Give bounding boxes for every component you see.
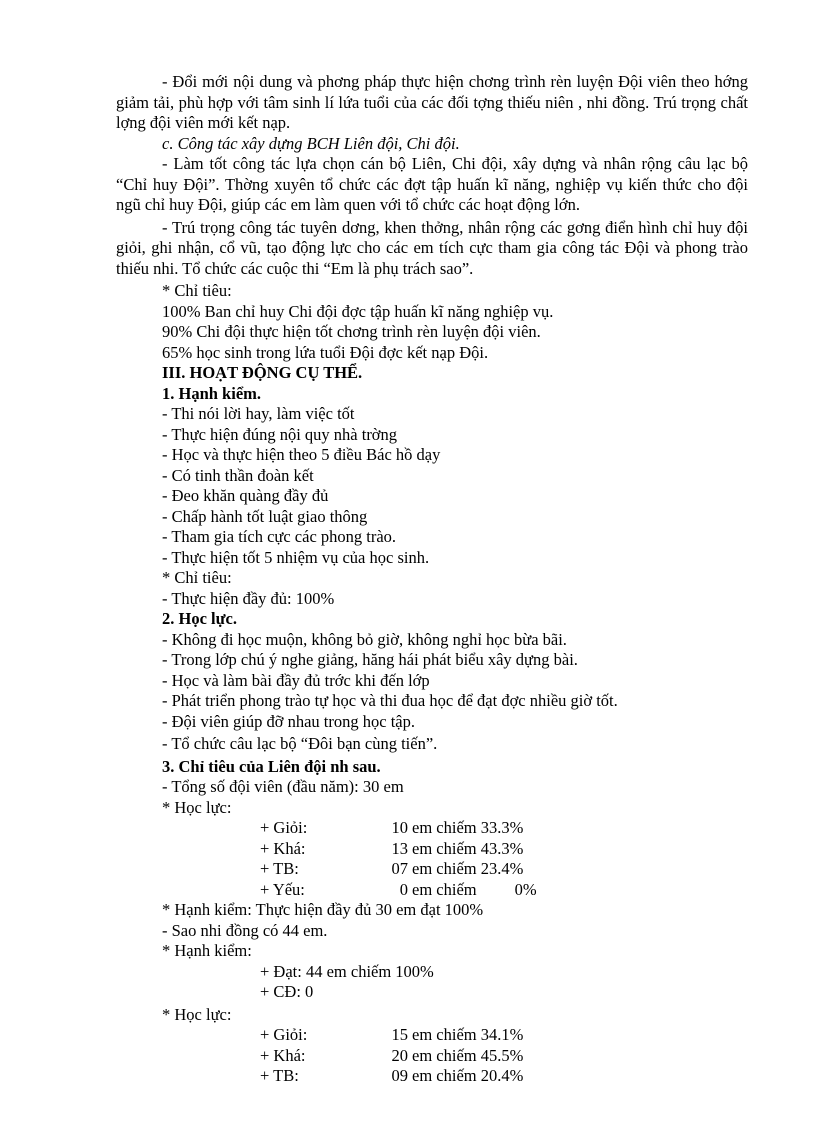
stars-line: - Sao nhi đồng có 44 em. bbox=[162, 920, 328, 940]
stat-count: 09 bbox=[391, 1066, 408, 1085]
list-item: - Thi nói lời hay, làm việc tốt bbox=[162, 404, 355, 423]
intro-paragraph-1: - Đổi mới nội dung và phơng pháp thực hiện chơng trình rèn luyện Đội viên theo hớng giảm tải, phù hợp với tâm sinh lí lứa tuổi của các đối tợng thiếu niên , nhi đồng. Trú trọng chất lợng đội viên mới kết nạp. bbox=[116, 72, 748, 132]
list-item: - Đeo khăn quàng đầy đủ bbox=[162, 486, 329, 505]
list-item: - Tổ chức câu lạc bộ “Đôi bạn cùng tiến”. bbox=[162, 734, 438, 753]
stat-row bbox=[116, 818, 748, 839]
stat-label: + Giỏi: bbox=[260, 818, 308, 837]
list-item: - Không đi học muộn, không bỏ giờ, không nghỉ học bừa bãi. bbox=[162, 629, 567, 649]
list-item: - Phát triển phong trào tự học và thi đua học để đạt đợc nhiều giờ tốt. bbox=[162, 691, 618, 710]
list-item: - Học và thực hiện theo 5 điều Bác hồ dạy bbox=[162, 445, 441, 464]
stat-row bbox=[116, 982, 748, 1003]
stat-row bbox=[116, 839, 748, 860]
stat-rest: em chiếm bbox=[412, 879, 477, 899]
stat-label: + Khá: bbox=[260, 1045, 306, 1065]
stat-count: 10 bbox=[391, 818, 408, 837]
stat-count: 07 bbox=[391, 859, 408, 878]
stat-label: + Giỏi: bbox=[260, 1025, 308, 1044]
stat-label: + Yếu: bbox=[260, 879, 305, 899]
intro-paragraph-3: - Làm tốt công tác lựa chọn cán bộ Liên, Chi đội, xây dựng và nhân rộng câu lạc bộ “Chỉ huy Đội”. Thờng xuyên tổ chức các đợt tập huấn kĩ năng, nghiệp vụ kiến thức cho đội ngũ chỉ huy Đội, giúp các em làm quen với tổ chức các hoạt động lớn. bbox=[116, 154, 748, 214]
stat-row bbox=[116, 859, 748, 880]
list-item: * Chỉ tiêu: bbox=[162, 568, 232, 587]
stat-count: 0 bbox=[399, 879, 408, 899]
stat-row bbox=[116, 1066, 748, 1087]
list-item: - Học và làm bài đầy đủ trớc khi đến lớp bbox=[162, 670, 430, 690]
stat-count: 15 bbox=[391, 1025, 408, 1044]
list-item: - Có tinh thần đoàn kết bbox=[162, 465, 314, 485]
stat-rest: em chiếm 23.4% bbox=[412, 859, 524, 878]
subsection-c-heading: c. Công tác xây dựng BCH Liên đội, Chi đội. bbox=[162, 133, 460, 153]
list-item: - Chấp hành tốt luật giao thông bbox=[162, 506, 368, 526]
stat-count: 20 bbox=[391, 1045, 408, 1065]
stat-rest: em chiếm 33.3% bbox=[412, 818, 524, 837]
targets-heading: 3. Chỉ tiêu của Liên đội nh sau. bbox=[162, 756, 381, 776]
list-item: - Thực hiện đầy đủ: 100% bbox=[162, 588, 335, 608]
list-item: - Thực hiện đúng nội quy nhà trờng bbox=[162, 424, 398, 444]
stat-label: + Khá: bbox=[260, 838, 306, 858]
section-heading: III. HOẠT ĐỘNG CỤ THỂ. bbox=[162, 363, 363, 382]
stat-row bbox=[116, 962, 748, 983]
conduct-heading: 1. Hạnh kiểm. bbox=[162, 383, 262, 403]
stat-count: 13 bbox=[391, 838, 408, 858]
stat-rest: em chiếm 20.4% bbox=[412, 1066, 524, 1085]
list-item: - Đội viên giúp đỡ nhau trong học tập. bbox=[162, 711, 415, 731]
target-label: * Chỉ tiêu: bbox=[162, 281, 232, 300]
intro-paragraph-4: - Trú trọng công tác tuyên dơng, khen thởng, nhân rộng các gơng điển hình chỉ huy đội giỏi, ghi nhận, cổ vũ, tạo động lực cho các em tích cực tham gia công tác Đội và phong trào thiếu nhi. Tổ chức các cuộc thi “Em là phụ trách sao”. bbox=[116, 217, 748, 278]
list-item: - Tham gia tích cực các phong trào. bbox=[162, 527, 397, 546]
target-line: 90% Chi đội thực hiện tốt chơng trình rèn luyện đội viên. bbox=[162, 322, 541, 341]
conduct-label: * Hạnh kiểm: bbox=[162, 941, 252, 960]
stat-percent: 0% bbox=[514, 879, 537, 899]
stat-rest: em chiếm 45.5% bbox=[412, 1045, 524, 1065]
target-line: 100% Ban chỉ huy Chi đội đợc tập huấn kĩ năng nghiệp vụ. bbox=[162, 301, 554, 321]
total-line: - Tổng số đội viên (đầu năm): 30 em bbox=[162, 777, 404, 796]
stat-text: + CĐ: 0 bbox=[260, 982, 314, 1001]
stat-row bbox=[116, 1046, 748, 1067]
stat-rest: em chiếm 34.1% bbox=[412, 1025, 524, 1044]
stat-rest: em chiếm 43.3% bbox=[412, 838, 524, 858]
target-line: 65% học sinh trong lứa tuổi Đội đợc kết nạp Đội. bbox=[162, 342, 489, 362]
study-label: * Học lực: bbox=[162, 797, 232, 817]
document-page bbox=[116, 72, 748, 1087]
stat-label: + TB: bbox=[260, 1066, 299, 1085]
list-item: - Trong lớp chú ý nghe giảng, hăng hái phát biểu xây dựng bài. bbox=[162, 650, 578, 669]
conduct-line: * Hạnh kiểm: Thực hiện đầy đủ 30 em đạt 100% bbox=[162, 900, 484, 919]
stat-row bbox=[116, 1025, 748, 1046]
stat-row bbox=[116, 880, 748, 901]
list-item: - Thực hiện tốt 5 nhiệm vụ của học sinh. bbox=[162, 547, 430, 567]
study-heading: 2. Học lực. bbox=[162, 609, 237, 628]
stat-label: + TB: bbox=[260, 859, 299, 878]
study-label-2: * Học lực: bbox=[162, 1004, 232, 1024]
stat-text: + Đạt: 44 em chiếm 100% bbox=[260, 961, 434, 981]
